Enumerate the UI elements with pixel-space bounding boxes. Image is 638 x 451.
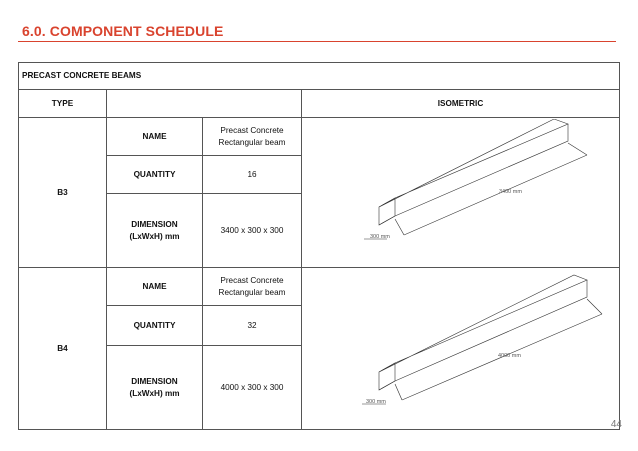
name-label: NAME: [107, 268, 203, 306]
beam-edge: [379, 216, 395, 225]
beam-top-face: [379, 119, 568, 207]
header-isometric: ISOMETRIC: [302, 90, 620, 118]
beam-end-face: [379, 363, 395, 390]
table-row: [19, 268, 620, 306]
length-ext-line: [395, 384, 402, 400]
length-ext-line: [568, 143, 587, 155]
beam-isometric-svg: [302, 119, 620, 267]
quantity-label: QUANTITY: [107, 306, 203, 346]
length-label: 3400 mm: [499, 188, 522, 195]
component-schedule-table: [18, 62, 620, 430]
length-ext-line: [395, 219, 404, 235]
page-title: 6.0. COMPONENT SCHEDULE: [22, 23, 224, 39]
page-number: 44: [610, 419, 622, 430]
isometric-drawing: [302, 268, 620, 430]
width-label: 300 mm: [370, 233, 390, 240]
dimension-label: [107, 346, 203, 430]
table-row: [19, 118, 620, 156]
beam-name: [203, 268, 302, 306]
beam-type: B4: [19, 268, 107, 430]
dimension-label-line2: (LxWxH) mm: [129, 388, 180, 398]
length-dimension-line: [404, 155, 587, 235]
width-label: 300 mm: [366, 398, 386, 405]
beam-side-face: [395, 280, 587, 381]
header-blank: [107, 90, 302, 118]
quantity-label: QUANTITY: [107, 156, 203, 194]
beam-isometric-svg: [302, 270, 620, 428]
section-title: PRECAST CONCRETE BEAMS: [19, 63, 620, 90]
beam-end-face: [379, 198, 395, 225]
beam-quantity: 32: [203, 306, 302, 346]
length-ext-line: [587, 299, 602, 314]
length-label: 4000 mm: [498, 352, 521, 359]
beam-type: B3: [19, 118, 107, 268]
dimension-label-line1: DIMENSION: [131, 377, 178, 387]
title-divider: [18, 41, 616, 42]
beam-iso-lines: [364, 119, 587, 239]
name-label: NAME: [107, 118, 203, 156]
beam-dimension: 4000 x 300 x 300: [203, 346, 302, 430]
beam-name-line2: Rectangular beam: [218, 287, 286, 297]
dimension-label-line2: (LxWxH) mm: [129, 231, 180, 241]
isometric-drawing: [302, 118, 620, 268]
beam-top-face: [379, 275, 587, 372]
dimension-label: [107, 194, 203, 268]
dimension-label-line1: DIMENSION: [131, 220, 178, 230]
beam-quantity: 16: [203, 156, 302, 194]
header-type: TYPE: [19, 90, 107, 118]
beam-name: [203, 118, 302, 156]
beam-name-line1: Precast Concrete: [220, 276, 284, 286]
beam-edge: [379, 381, 395, 390]
beam-name-line1: Precast Concrete: [220, 126, 284, 136]
beam-name-line2: Rectangular beam: [218, 137, 286, 147]
beam-dimension: 3400 x 300 x 300: [203, 194, 302, 268]
beam-iso-lines: [362, 275, 602, 404]
beam-side-face: [395, 124, 568, 216]
